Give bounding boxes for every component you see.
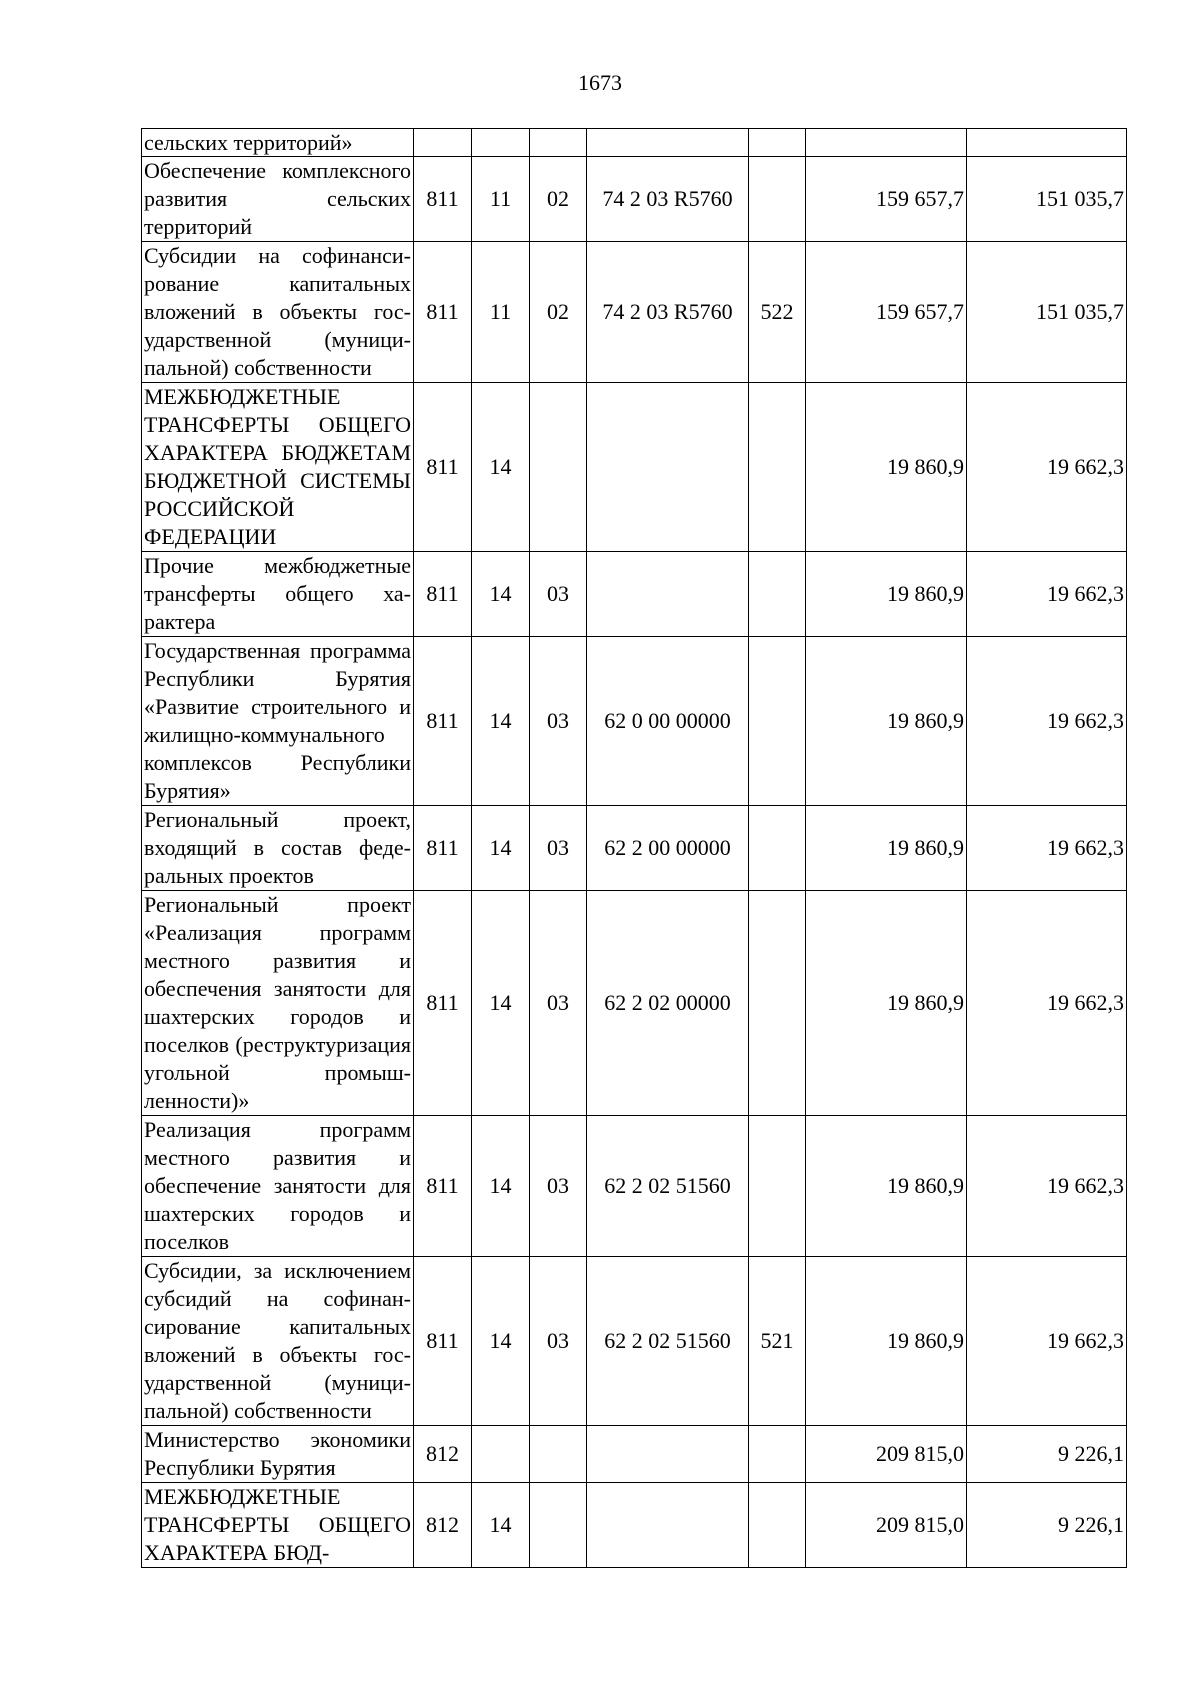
row-name-cell: Министерство экономики Республики Бурятия (142, 1426, 414, 1483)
amount-2-cell: 19 662,3 (967, 891, 1127, 1116)
pr-code-cell: 03 (530, 552, 587, 637)
pr-code-cell: 03 (530, 806, 587, 891)
vr-code-cell (749, 637, 806, 806)
gr-code-cell: 811 (414, 1257, 472, 1426)
amount-2-cell: 151 035,7 (967, 157, 1127, 242)
rz-code-cell: 14 (472, 552, 530, 637)
amount-2-cell: 19 662,3 (967, 806, 1127, 891)
table-row (142, 637, 1127, 806)
table-row (142, 1257, 1127, 1426)
gr-code-cell: 812 (414, 1426, 472, 1483)
row-name-cell: Обеспечение комплексного развития сельских территорий (142, 157, 414, 242)
amount-1-cell: 19 860,9 (806, 552, 967, 637)
amount-2-cell: 19 662,3 (967, 1257, 1127, 1426)
amount-1-cell: 19 860,9 (806, 891, 967, 1116)
vr-code-cell (749, 552, 806, 637)
csr-code-cell: 74 2 03 R5760 (587, 157, 749, 242)
vr-code-cell (749, 891, 806, 1116)
gr-code-cell: 811 (414, 242, 472, 383)
row-name-cell: Субсидии на софинансирование капитальных вложений в объекты государственной (муниципальной) собственности (142, 242, 414, 383)
table-row (142, 1483, 1127, 1568)
amount-1-cell (806, 129, 967, 157)
csr-code-cell: 62 2 00 00000 (587, 806, 749, 891)
vr-code-cell (749, 1116, 806, 1257)
row-name-cell: Региональный проект «Реализация программ местного развития и обеспечения занятости для шахтерских городов и поселков (реструктуризация угольной промышленности)» (142, 891, 414, 1116)
row-name-cell: МЕЖБЮДЖЕТНЫЕ ТРАНСФЕРТЫ ОБЩЕГО ХАРАКТЕРА БЮД- (142, 1483, 414, 1568)
amount-1-cell: 159 657,7 (806, 242, 967, 383)
gr-code-cell: 812 (414, 1483, 472, 1568)
pr-code-cell: 02 (530, 157, 587, 242)
gr-code-cell: 811 (414, 806, 472, 891)
gr-code-cell: 811 (414, 891, 472, 1116)
rz-code-cell: 14 (472, 383, 530, 552)
pr-code-cell: 03 (530, 891, 587, 1116)
pr-code-cell (530, 383, 587, 552)
amount-2-cell: 19 662,3 (967, 1116, 1127, 1257)
amount-1-cell: 19 860,9 (806, 1257, 967, 1426)
rz-code-cell: 14 (472, 1483, 530, 1568)
csr-code-cell: 62 0 00 00000 (587, 637, 749, 806)
table-row (142, 1426, 1127, 1483)
rz-code-cell: 11 (472, 157, 530, 242)
page-number: 1673 (578, 70, 622, 95)
amount-2-cell (967, 129, 1127, 157)
vr-code-cell (749, 1483, 806, 1568)
rz-code-cell: 14 (472, 806, 530, 891)
gr-code-cell: 811 (414, 637, 472, 806)
row-name-cell: МЕЖБЮДЖЕТНЫЕ ТРАНСФЕРТЫ ОБЩЕГО ХАРАКТЕРА БЮДЖЕТАМ БЮДЖЕТНОЙ СИСТЕМЫ РОССИЙСКОЙ ФЕДЕРАЦИИ (142, 383, 414, 552)
table-row (142, 383, 1127, 552)
amount-1-cell: 19 860,9 (806, 383, 967, 552)
amount-2-cell: 19 662,3 (967, 552, 1127, 637)
vr-code-cell: 522 (749, 242, 806, 383)
table-row (142, 129, 1127, 157)
amount-1-cell: 19 860,9 (806, 1116, 967, 1257)
table-row (142, 891, 1127, 1116)
amount-2-cell: 9 226,1 (967, 1426, 1127, 1483)
rz-code-cell: 14 (472, 1257, 530, 1426)
table-row (142, 552, 1127, 637)
csr-code-cell: 62 2 02 51560 (587, 1116, 749, 1257)
vr-code-cell: 521 (749, 1257, 806, 1426)
row-name-cell: сельских территорий» (142, 129, 414, 157)
row-name-cell: Прочие межбюджетные трансферты общего характера (142, 552, 414, 637)
table-row (142, 806, 1127, 891)
gr-code-cell: 811 (414, 157, 472, 242)
amount-1-cell: 209 815,0 (806, 1426, 967, 1483)
amount-2-cell: 151 035,7 (967, 242, 1127, 383)
amount-1-cell: 159 657,7 (806, 157, 967, 242)
vr-code-cell (749, 806, 806, 891)
table-row (142, 157, 1127, 242)
amount-1-cell: 19 860,9 (806, 637, 967, 806)
gr-code-cell (414, 129, 472, 157)
rz-code-cell: 11 (472, 242, 530, 383)
rz-code-cell: 14 (472, 891, 530, 1116)
vr-code-cell (749, 129, 806, 157)
csr-code-cell (587, 383, 749, 552)
csr-code-cell (587, 129, 749, 157)
rz-code-cell: 14 (472, 637, 530, 806)
csr-code-cell: 74 2 03 R5760 (587, 242, 749, 383)
pr-code-cell: 03 (530, 1116, 587, 1257)
pr-code-cell (530, 129, 587, 157)
row-name-cell: Реализация программ местного развития и обеспечение занятости для шахтерских городов и поселков (142, 1116, 414, 1257)
gr-code-cell: 811 (414, 383, 472, 552)
rz-code-cell: 14 (472, 1116, 530, 1257)
csr-code-cell (587, 1483, 749, 1568)
amount-2-cell: 9 226,1 (967, 1483, 1127, 1568)
rz-code-cell (472, 1426, 530, 1483)
csr-code-cell: 62 2 02 51560 (587, 1257, 749, 1426)
amount-1-cell: 209 815,0 (806, 1483, 967, 1568)
amount-2-cell: 19 662,3 (967, 383, 1127, 552)
vr-code-cell (749, 157, 806, 242)
pr-code-cell: 03 (530, 637, 587, 806)
table-row (142, 242, 1127, 383)
table-row (142, 1116, 1127, 1257)
pr-code-cell: 03 (530, 1257, 587, 1426)
amount-2-cell: 19 662,3 (967, 637, 1127, 806)
row-name-cell: Государственная программа Республики Бурятия «Развитие строительного и жилищно-коммунального комплексов Республики Бурятия» (142, 637, 414, 806)
pr-code-cell (530, 1426, 587, 1483)
pr-code-cell (530, 1483, 587, 1568)
csr-code-cell (587, 1426, 749, 1483)
rz-code-cell (472, 129, 530, 157)
vr-code-cell (749, 383, 806, 552)
row-name-cell: Субсидии, за исключением субсидий на софинансирование капитальных вложений в объекты государственной (муниципальной) собственности (142, 1257, 414, 1426)
csr-code-cell (587, 552, 749, 637)
csr-code-cell: 62 2 02 00000 (587, 891, 749, 1116)
gr-code-cell: 811 (414, 1116, 472, 1257)
amount-1-cell: 19 860,9 (806, 806, 967, 891)
row-name-cell: Региональный проект, входящий в состав федеральных проектов (142, 806, 414, 891)
budget-table (141, 128, 1127, 1568)
pr-code-cell: 02 (530, 242, 587, 383)
gr-code-cell: 811 (414, 552, 472, 637)
vr-code-cell (749, 1426, 806, 1483)
